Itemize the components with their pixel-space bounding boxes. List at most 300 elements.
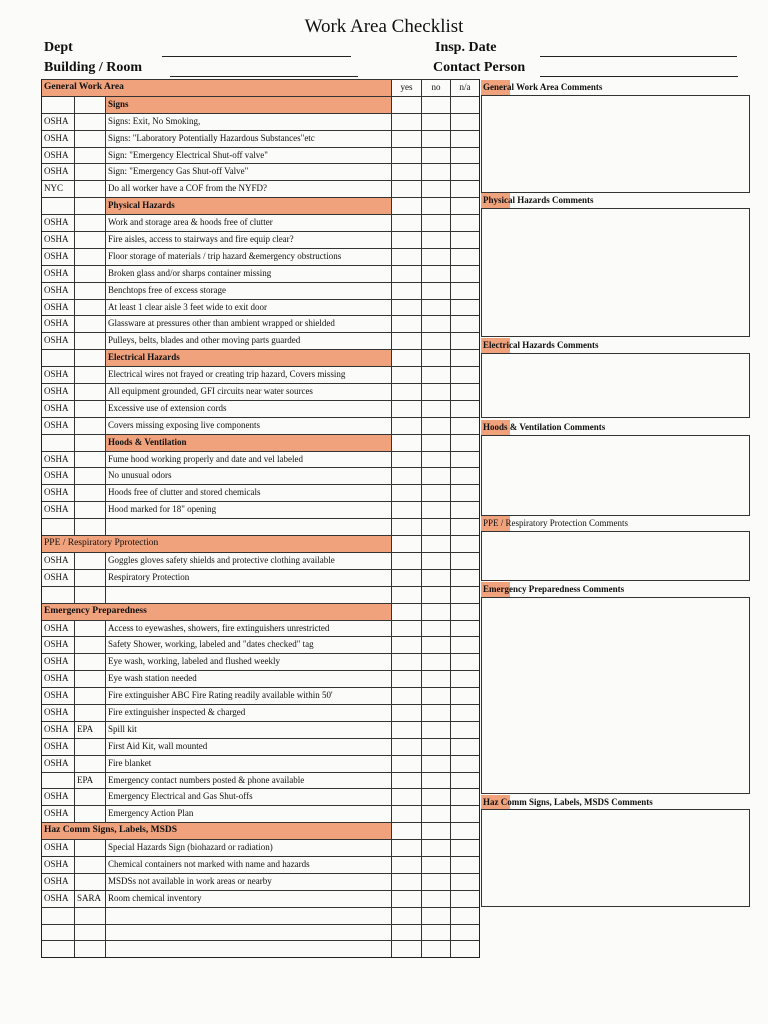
checklist-item-text: Goggles gloves safety shields and protective clothing available <box>106 553 392 569</box>
yes-checkbox[interactable] <box>392 587 422 603</box>
checklist-row <box>42 805 479 822</box>
yes-checkbox[interactable] <box>392 823 422 839</box>
checklist-item-text: Pulleys, belts, blades and other moving parts guarded <box>106 333 392 349</box>
na-checkbox[interactable] <box>451 131 479 147</box>
regulation-code <box>42 925 75 941</box>
checklist-row <box>42 501 479 518</box>
no-checkbox[interactable] <box>422 925 451 941</box>
comments-textarea[interactable] <box>481 208 750 337</box>
regulation-code <box>42 97 75 113</box>
na-checkbox[interactable] <box>451 857 479 873</box>
na-checkbox[interactable] <box>451 621 479 637</box>
yes-checkbox[interactable] <box>392 773 422 789</box>
yes-checkbox[interactable] <box>392 857 422 873</box>
regulation-code-secondary <box>75 283 106 299</box>
regulation-code <box>42 587 75 603</box>
regulation-code: OSHA <box>42 418 75 434</box>
regulation-code-secondary <box>75 806 106 822</box>
no-checkbox[interactable] <box>422 671 451 687</box>
na-checkbox[interactable] <box>451 249 479 265</box>
yes-checkbox[interactable] <box>392 604 422 620</box>
na-checkbox[interactable] <box>451 401 479 417</box>
checklist-item-text: Special Hazards Sign (biohazard or radiation) <box>106 840 392 856</box>
no-checkbox[interactable] <box>422 789 451 805</box>
na-checkbox[interactable] <box>451 891 479 907</box>
na-checkbox[interactable] <box>451 148 479 164</box>
na-checkbox[interactable] <box>451 739 479 755</box>
regulation-code-secondary <box>75 198 106 214</box>
checklist-row <box>42 788 479 805</box>
comments-title-text: Emergency Preparedness Comments <box>483 584 625 594</box>
blank-row <box>42 940 479 957</box>
regulation-code-secondary <box>75 266 106 282</box>
checklist-item-text: Hoods free of clutter and stored chemicals <box>106 485 392 501</box>
na-checkbox[interactable] <box>451 114 479 130</box>
yes-checkbox[interactable] <box>392 401 422 417</box>
regulation-code-secondary <box>75 367 106 383</box>
no-checkbox[interactable] <box>422 350 451 366</box>
comments-textarea[interactable] <box>481 597 750 794</box>
yes-checkbox[interactable] <box>392 485 422 501</box>
checklist-row <box>42 873 479 890</box>
checklist-item-text: Covers missing exposing live components <box>106 418 392 434</box>
yes-checkbox[interactable] <box>392 232 422 248</box>
regulation-code: OSHA <box>42 300 75 316</box>
checklist-row <box>42 569 479 586</box>
checklist-row <box>42 383 479 400</box>
regulation-code: OSHA <box>42 637 75 653</box>
checklist-item-text: Access to eyewashes, showers, fire extinguishers unrestricted <box>106 621 392 637</box>
na-checkbox[interactable] <box>451 722 479 738</box>
yes-checkbox[interactable] <box>392 891 422 907</box>
no-checkbox[interactable] <box>422 908 451 924</box>
checklist-item-text: Emergency Action Plan <box>106 806 392 822</box>
na-checkbox[interactable] <box>451 198 479 214</box>
no-checkbox[interactable] <box>422 131 451 147</box>
regulation-code-secondary <box>75 553 106 569</box>
building-room-field[interactable] <box>170 76 358 77</box>
yes-checkbox[interactable] <box>392 384 422 400</box>
comments-textarea[interactable] <box>481 435 750 516</box>
no-checkbox[interactable] <box>422 637 451 653</box>
checklist-item-text: Fire extinguisher inspected & charged <box>106 705 392 721</box>
checklist-item-text <box>106 925 392 941</box>
checklist-item-text: All equipment grounded, GFI circuits near water sources <box>106 384 392 400</box>
na-checkbox[interactable] <box>451 773 479 789</box>
regulation-code-secondary: EPA <box>75 773 106 789</box>
checklist-item-text: Signs: "Laboratory Potentially Hazardous Substances"etc <box>106 131 392 147</box>
yes-checkbox[interactable] <box>392 316 422 332</box>
checklist-item-text <box>106 941 392 957</box>
regulation-code: OSHA <box>42 570 75 586</box>
yes-checkbox[interactable] <box>392 468 422 484</box>
no-checkbox[interactable] <box>422 435 451 451</box>
regulation-code-secondary <box>75 215 106 231</box>
yes-checkbox[interactable] <box>392 941 422 957</box>
no-checkbox[interactable] <box>422 587 451 603</box>
yes-checkbox[interactable] <box>392 654 422 670</box>
checklist-row <box>42 400 479 417</box>
no-checkbox[interactable] <box>422 249 451 265</box>
regulation-code <box>42 908 75 924</box>
yes-checkbox[interactable] <box>392 435 422 451</box>
na-checkbox[interactable] <box>451 97 479 113</box>
na-checkbox[interactable] <box>451 333 479 349</box>
no-checkbox[interactable] <box>422 654 451 670</box>
regulation-code <box>42 519 75 535</box>
comments-title-text: PPE / Respiratory Protection Comments <box>483 518 628 528</box>
regulation-code: OSHA <box>42 164 75 180</box>
no-checkbox[interactable] <box>422 705 451 721</box>
regulation-code: OSHA <box>42 249 75 265</box>
regulation-code-secondary <box>75 97 106 113</box>
no-checkbox[interactable] <box>422 502 451 518</box>
na-checkbox[interactable] <box>451 536 479 552</box>
yes-checkbox[interactable] <box>392 637 422 653</box>
na-checkbox[interactable] <box>451 485 479 501</box>
no-checkbox[interactable] <box>422 485 451 501</box>
no-checkbox[interactable] <box>422 367 451 383</box>
blank-row <box>42 518 479 535</box>
checklist-item-text: Fire blanket <box>106 756 392 772</box>
na-checkbox[interactable] <box>451 908 479 924</box>
regulation-code-secondary <box>75 756 106 772</box>
regulation-code-secondary <box>75 164 106 180</box>
checklist-item-text: Fire extinguisher ABC Fire Rating readily available within 50' <box>106 688 392 704</box>
no-checkbox[interactable] <box>422 722 451 738</box>
checklist-row <box>42 451 479 468</box>
checklist-row <box>42 620 479 637</box>
yes-checkbox[interactable] <box>392 164 422 180</box>
section-header-row <box>42 822 479 839</box>
regulation-code-secondary <box>75 468 106 484</box>
regulation-code: OSHA <box>42 384 75 400</box>
comments-title-text: Haz Comm Signs, Labels, MSDS Comments <box>483 797 653 807</box>
na-checkbox[interactable] <box>451 756 479 772</box>
comments-section-title <box>481 193 751 208</box>
na-checkbox[interactable] <box>451 587 479 603</box>
yes-checkbox[interactable] <box>392 452 422 468</box>
no-checkbox[interactable] <box>422 874 451 890</box>
comments-section-title <box>481 338 751 353</box>
no-checkbox[interactable] <box>422 418 451 434</box>
na-checkbox[interactable] <box>451 941 479 957</box>
comments-title-text: General Work Area Comments <box>483 82 603 92</box>
regulation-code-secondary <box>75 148 106 164</box>
no-checkbox[interactable] <box>422 739 451 755</box>
no-checkbox[interactable] <box>422 164 451 180</box>
no-checkbox[interactable] <box>422 621 451 637</box>
checklist-row <box>42 315 479 332</box>
regulation-code: OSHA <box>42 806 75 822</box>
na-checkbox[interactable] <box>451 300 479 316</box>
subsection-title: Physical Hazards <box>106 198 392 214</box>
no-checkbox[interactable] <box>422 333 451 349</box>
regulation-code: OSHA <box>42 722 75 738</box>
regulation-code: OSHA <box>42 401 75 417</box>
na-checkbox[interactable] <box>451 316 479 332</box>
regulation-code-secondary <box>75 502 106 518</box>
yes-checkbox[interactable] <box>392 418 422 434</box>
no-checkbox[interactable] <box>422 148 451 164</box>
regulation-code-secondary <box>75 688 106 704</box>
yes-checkbox[interactable] <box>392 502 422 518</box>
checklist-row <box>42 755 479 772</box>
yes-checkbox[interactable] <box>392 705 422 721</box>
na-checkbox[interactable] <box>451 654 479 670</box>
checklist-item-text: Do all worker have a COF from the NYFD? <box>106 181 392 197</box>
na-checkbox[interactable] <box>451 181 479 197</box>
yes-column-header: yes <box>392 80 422 96</box>
na-checkbox[interactable] <box>451 452 479 468</box>
na-checkbox[interactable] <box>451 789 479 805</box>
section-header-row <box>42 535 479 552</box>
regulation-code-secondary <box>75 249 106 265</box>
checklist-row <box>42 738 479 755</box>
regulation-code <box>42 435 75 451</box>
na-checkbox[interactable] <box>451 468 479 484</box>
checklist-item-text: Emergency contact numbers posted & phone available <box>106 773 392 789</box>
na-checkbox[interactable] <box>451 283 479 299</box>
na-checkbox[interactable] <box>451 553 479 569</box>
regulation-code-secondary <box>75 485 106 501</box>
dept-field[interactable] <box>162 56 351 57</box>
na-checkbox[interactable] <box>451 215 479 231</box>
no-checkbox[interactable] <box>422 891 451 907</box>
section-title: Haz Comm Signs, Labels, MSDS <box>42 823 392 839</box>
yes-checkbox[interactable] <box>392 536 422 552</box>
yes-checkbox[interactable] <box>392 908 422 924</box>
comments-textarea[interactable] <box>481 95 750 193</box>
regulation-code-secondary <box>75 418 106 434</box>
no-checkbox[interactable] <box>422 181 451 197</box>
regulation-code-secondary <box>75 739 106 755</box>
regulation-code-secondary <box>75 333 106 349</box>
checklist-item-text: Broken glass and/or sharps container missing <box>106 266 392 282</box>
checklist-row <box>42 721 479 738</box>
blank-row <box>42 924 479 941</box>
na-checkbox[interactable] <box>451 806 479 822</box>
yes-checkbox[interactable] <box>392 131 422 147</box>
na-checkbox[interactable] <box>451 840 479 856</box>
yes-checkbox[interactable] <box>392 806 422 822</box>
na-checkbox[interactable] <box>451 637 479 653</box>
na-checkbox[interactable] <box>451 266 479 282</box>
yes-checkbox[interactable] <box>392 789 422 805</box>
regulation-code: OSHA <box>42 671 75 687</box>
regulation-code: OSHA <box>42 857 75 873</box>
na-checkbox[interactable] <box>451 350 479 366</box>
dept-label: Dept <box>44 40 73 55</box>
na-checkbox[interactable] <box>451 688 479 704</box>
comments-textarea[interactable] <box>481 353 750 418</box>
na-checkbox[interactable] <box>451 570 479 586</box>
no-checkbox[interactable] <box>422 688 451 704</box>
no-checkbox[interactable] <box>422 452 451 468</box>
regulation-code-secondary <box>75 114 106 130</box>
regulation-code <box>42 198 75 214</box>
regulation-code: OSHA <box>42 789 75 805</box>
na-checkbox[interactable] <box>451 418 479 434</box>
na-checkbox[interactable] <box>451 925 479 941</box>
no-checkbox[interactable] <box>422 97 451 113</box>
comments-textarea[interactable] <box>481 809 750 907</box>
na-checkbox[interactable] <box>451 232 479 248</box>
na-checkbox[interactable] <box>451 435 479 451</box>
yes-checkbox[interactable] <box>392 570 422 586</box>
no-checkbox[interactable] <box>422 401 451 417</box>
checklist-item-text: Spill kit <box>106 722 392 738</box>
regulation-code-secondary <box>75 435 106 451</box>
checklist-row <box>42 890 479 907</box>
no-checkbox[interactable] <box>422 604 451 620</box>
regulation-code: OSHA <box>42 739 75 755</box>
no-checkbox[interactable] <box>422 468 451 484</box>
checklist-item-text: Excessive use of extension cords <box>106 401 392 417</box>
section-title: General Work Area <box>42 80 392 96</box>
checklist-item-text: First Aid Kit, wall mounted <box>106 739 392 755</box>
yes-checkbox[interactable] <box>392 739 422 755</box>
no-checkbox[interactable] <box>422 384 451 400</box>
yes-checkbox[interactable] <box>392 367 422 383</box>
yes-checkbox[interactable] <box>392 148 422 164</box>
regulation-code <box>42 941 75 957</box>
no-checkbox[interactable] <box>422 823 451 839</box>
no-checkbox[interactable] <box>422 300 451 316</box>
yes-checkbox[interactable] <box>392 114 422 130</box>
contact-person-field[interactable] <box>540 76 738 77</box>
no-checkbox[interactable] <box>422 773 451 789</box>
no-checkbox[interactable] <box>422 266 451 282</box>
regulation-code-secondary <box>75 637 106 653</box>
regulation-code-secondary <box>75 519 106 535</box>
na-checkbox[interactable] <box>451 384 479 400</box>
yes-checkbox[interactable] <box>392 249 422 265</box>
checklist-item-text: Chemical containers not marked with name and hazards <box>106 857 392 873</box>
regulation-code-secondary <box>75 789 106 805</box>
yes-checkbox[interactable] <box>392 519 422 535</box>
no-checkbox[interactable] <box>422 840 451 856</box>
regulation-code-secondary: SARA <box>75 891 106 907</box>
comments-section-title <box>481 80 751 95</box>
yes-checkbox[interactable] <box>392 925 422 941</box>
checklist-item-text: Respiratory Protection <box>106 570 392 586</box>
checklist-row <box>42 130 479 147</box>
regulation-code-secondary <box>75 621 106 637</box>
blank-row <box>42 586 479 603</box>
no-checkbox[interactable] <box>422 198 451 214</box>
yes-checkbox[interactable] <box>392 266 422 282</box>
regulation-code-secondary <box>75 316 106 332</box>
regulation-code-secondary <box>75 452 106 468</box>
na-checkbox[interactable] <box>451 823 479 839</box>
no-checkbox[interactable] <box>422 316 451 332</box>
checklist-item-text: Fire aisles, access to stairways and fire equip clear? <box>106 232 392 248</box>
page-title: Work Area Checklist <box>304 16 464 37</box>
na-checkbox[interactable] <box>451 502 479 518</box>
regulation-code: OSHA <box>42 232 75 248</box>
na-checkbox[interactable] <box>451 367 479 383</box>
comments-section-title <box>481 516 751 531</box>
comments-section-title <box>481 420 751 435</box>
regulation-code: OSHA <box>42 333 75 349</box>
regulation-code: OSHA <box>42 131 75 147</box>
no-checkbox[interactable] <box>422 756 451 772</box>
no-checkbox[interactable] <box>422 519 451 535</box>
yes-checkbox[interactable] <box>392 350 422 366</box>
checklist-item-text: Safety Shower, working, labeled and "dates checked" tag <box>106 637 392 653</box>
section-title: Emergency Preparedness <box>42 604 392 620</box>
na-checkbox[interactable] <box>451 671 479 687</box>
yes-checkbox[interactable] <box>392 621 422 637</box>
no-checkbox[interactable] <box>422 806 451 822</box>
section-header-row <box>42 603 479 620</box>
no-checkbox[interactable] <box>422 114 451 130</box>
yes-checkbox[interactable] <box>392 283 422 299</box>
yes-checkbox[interactable] <box>392 671 422 687</box>
regulation-code: OSHA <box>42 316 75 332</box>
regulation-code-secondary <box>75 671 106 687</box>
no-checkbox[interactable] <box>422 536 451 552</box>
regulation-code: OSHA <box>42 367 75 383</box>
yes-checkbox[interactable] <box>392 756 422 772</box>
na-checkbox[interactable] <box>451 604 479 620</box>
no-checkbox[interactable] <box>422 553 451 569</box>
checklist-row <box>42 670 479 687</box>
yes-checkbox[interactable] <box>392 840 422 856</box>
regulation-code-secondary <box>75 874 106 890</box>
yes-checkbox[interactable] <box>392 722 422 738</box>
yes-checkbox[interactable] <box>392 198 422 214</box>
regulation-code: NYC <box>42 181 75 197</box>
insp-date-field[interactable] <box>540 56 737 57</box>
yes-checkbox[interactable] <box>392 300 422 316</box>
subsection-title: Signs <box>106 97 392 113</box>
regulation-code-secondary <box>75 181 106 197</box>
checklist-item-text <box>106 587 392 603</box>
yes-checkbox[interactable] <box>392 333 422 349</box>
no-checkbox[interactable] <box>422 941 451 957</box>
regulation-code <box>42 350 75 366</box>
regulation-code: OSHA <box>42 215 75 231</box>
yes-checkbox[interactable] <box>392 688 422 704</box>
na-checkbox[interactable] <box>451 164 479 180</box>
no-checkbox[interactable] <box>422 232 451 248</box>
yes-checkbox[interactable] <box>392 553 422 569</box>
yes-checkbox[interactable] <box>392 874 422 890</box>
no-checkbox[interactable] <box>422 215 451 231</box>
comments-title-text: Hoods & Ventilation Comments <box>483 422 606 432</box>
no-checkbox[interactable] <box>422 857 451 873</box>
no-checkbox[interactable] <box>422 570 451 586</box>
yes-checkbox[interactable] <box>392 181 422 197</box>
na-checkbox[interactable] <box>451 519 479 535</box>
regulation-code: OSHA <box>42 148 75 164</box>
checklist-row <box>42 180 479 197</box>
comments-section-title <box>481 582 751 597</box>
section-header-row <box>42 79 479 96</box>
checklist-row <box>42 163 479 180</box>
regulation-code-secondary <box>75 300 106 316</box>
na-checkbox[interactable] <box>451 874 479 890</box>
checklist-item-text <box>106 519 392 535</box>
comments-textarea[interactable] <box>481 531 750 581</box>
yes-checkbox[interactable] <box>392 97 422 113</box>
regulation-code: OSHA <box>42 891 75 907</box>
yes-checkbox[interactable] <box>392 215 422 231</box>
na-checkbox[interactable] <box>451 705 479 721</box>
no-checkbox[interactable] <box>422 283 451 299</box>
